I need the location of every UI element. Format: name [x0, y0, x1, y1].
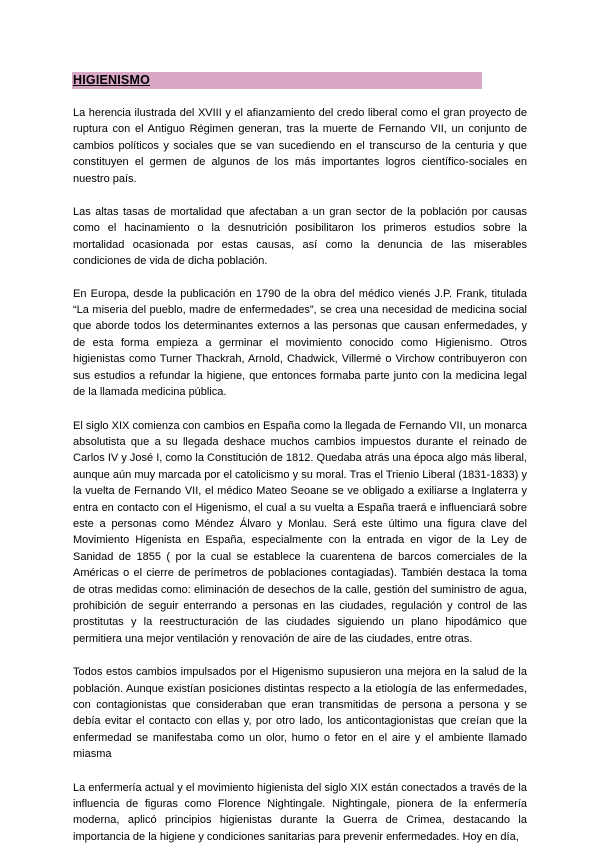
document-body	[73, 105, 527, 862]
paragraph: Las altas tasas de mortalidad que afectaban a un gran sector de la población por causas como el hacinamiento o la desnutrición posibilitaron los primeros estudios sobre la mortalidad ocasionada por estas causas, así como la denuncia de las miserables condiciones de vida de dicha población.	[73, 206, 527, 268]
paragraph: La herencia ilustrada del XVIII y el afianzamiento del credo liberal como el gran proyecto de ruptura con el Antiguo Régimen generan, tras la muerte de Fernando VII, un conjunto de cambios políticos y sociales que se van sucediendo en el transcurso de la centuria y que constituyen el germen de algunos de los más importantes logros científico-sociales en nuestro país.	[73, 107, 527, 185]
paragraph: El siglo XIX comienza con cambios en España como la llegada de Fernando VII, un monarca absolutista que a su llegada deshace muchos cambios impuestos durante el reinado de Carlos IV y José I, como la Constitución de 1812. Quedaba atrás una época algo más liberal, aunque aún muy marcada por el catolicismo y su moral. Tras el Trienio Liberal (1831-1833) y la vuelta de Fernando VII, el médico Mateo Seoane se ve obligado a exiliarse a Inglaterra y entra en contacto con el Higenismo, el cual a su vuelta a España traerá e influenciará sobre este a personas como Méndez Álvaro y Monlau. Será este último una figura clave del Movimiento Higenista en España, especialmente con la entrada en vigor de la Ley de Sanidad de 1855 ( por la cual se establece la cuarentena de barcos comerciales de la Américas o el cierre de perímetros de poblaciones contagiadas). También destaca la toma de otras medidas como: eliminación de desechos de la calle, gestión del suministro de agua, prohibición de seguir enterrando a personas en las ciudades, regulación y control de las prostitutas y la reestructuración de las ciudades siguiendo un plano hipodámico que permitiera una mejor ventilación y renovación de aire de las ciudades, entre otras.	[73, 419, 527, 645]
paragraph: En Europa, desde la publicación en 1790 de la obra del médico vienés J.P. Frank, titulada “La miseria del pueblo, madre de enfermedades”, se crea una necesidad de medicina social que aborde todos los determinantes externos a las personas que causan enfermedades, y de esta forma empieza a germinar el movimiento conocido como Higienismo. Otros higienistas como Turner Thackrah, Arnold, Chadwick, Villermé o Virchow contribuyeron con sus estudios a refundar la higiene, que entonces formaba parte junto con la medicina legal de la llamada medicina pública.	[73, 287, 527, 399]
paragraph: La enfermería actual y el movimiento higienista del siglo XIX están conectados a través de la influencia de figuras como Florence Nightingale. Nightingale, pionera de la enfermería moderna, aplicó principios higienistas durante la Guerra de Crimea, destacando la importancia de la higiene y condiciones sanitarias para prevenir enfermedades. Hoy en día,	[73, 781, 527, 843]
paragraph: Todos estos cambios impulsados por el Higenismo supusieron una mejora en la salud de la población. Aunque existían posiciones distintas respecto a la etiología de las enfermedades, con contagionistas que consideraban que eran transmitidas de persona a persona y se debía evitar el contacto con ellas y, por otro lado, los anticontagionistas que creían que la enfermedad se manifestaba como un olor, humo o fetor en el aire y el ambiente llamado miasma	[73, 666, 527, 761]
document-title: HIGIENISMO	[73, 73, 151, 87]
